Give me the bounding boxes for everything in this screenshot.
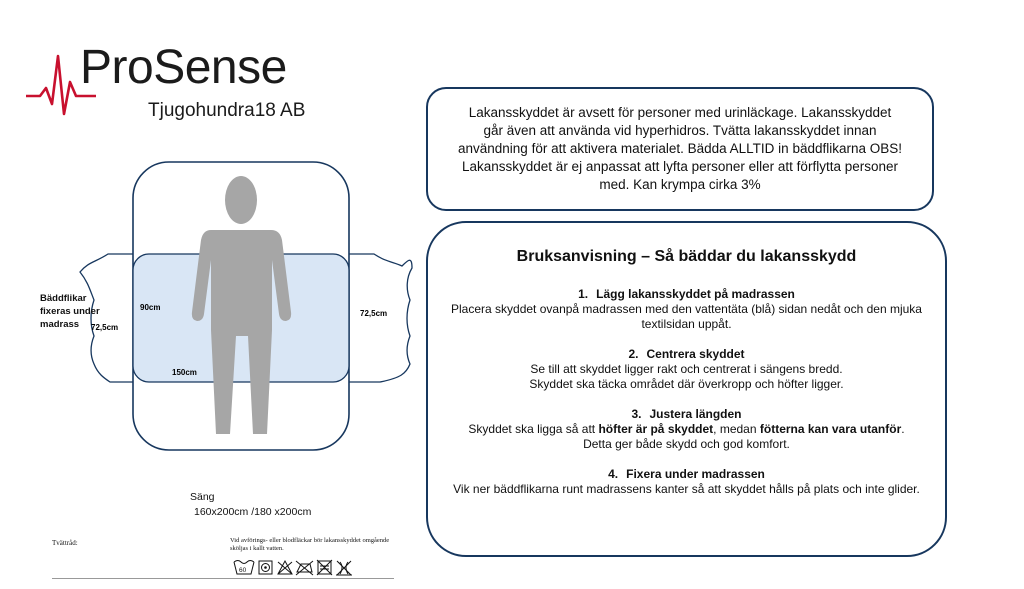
step-text: Skyddet ska täcka området där överkropp och höfter ligger. [529, 377, 844, 391]
brand-name: ProSense [80, 41, 287, 94]
care-symbols [232, 557, 362, 577]
step-heading: 2. Centrera skyddet [628, 347, 745, 361]
wash-label [52, 537, 394, 579]
right-flap [349, 254, 412, 382]
no-iron-icon [296, 561, 313, 575]
no-bleach-icon [278, 561, 292, 574]
step-heading: 4. Fixera under madrassen [608, 467, 765, 481]
info-text: Lakansskyddet är avsett för personer med urinläckage. Lakansskyddet går även att använda vid hyperhidros. Tvätta lakansskyddet innan användning för att aktivera materialet. Bädda ALLTID in bäddflikarna OBS! Lakansskyddet är ej anpassat att lyfta personer eller att förflytta personer med. Kan krympa cirka 3% [458, 105, 903, 192]
instructions-box [426, 221, 947, 557]
divider [52, 578, 394, 579]
info-box [426, 87, 934, 211]
step-text: Se till att skyddet ligger rakt och centrerat i sängens bredd. [530, 362, 843, 376]
instruction-step-1 [440, 287, 933, 332]
wash-note: Vid avförings- eller blodfläckar bör lakansskyddet omgående sköljas i kallt vatten. [230, 537, 390, 552]
step-text: Vik ner bäddflikarna runt madrassens kanter så att skyddet hålls på plats och inte glider. [453, 482, 920, 496]
instruction-step-3 [440, 407, 933, 452]
wash-60-icon [234, 561, 254, 575]
bed-label [190, 490, 311, 520]
instruction-step-4 [440, 467, 933, 497]
step-heading: 3. Justera längden [631, 407, 742, 421]
right-flap-dimension: 72,5cm [360, 309, 388, 318]
bed-diagram [60, 150, 430, 495]
no-wring-icon [336, 561, 352, 575]
width-dimension: 150cm [172, 368, 197, 377]
step-text: Detta ger både skydd och god komfort. [583, 437, 790, 451]
tumble-dry-icon [259, 561, 272, 574]
wash-title: Tvättråd: [52, 539, 78, 547]
instruction-step-2 [440, 347, 933, 392]
step-heading: 1. Lägg lakansskyddet på madrassen [578, 287, 795, 301]
step-text: Skyddet ska ligga så att höfter är på skyddet, medan fötterna kan vara utanför. [468, 422, 905, 436]
bed-sizes: 160x200cm /180 x200cm [194, 506, 312, 518]
flap-label: Bäddflikar fixeras under madrass [40, 293, 100, 330]
instructions-title: Bruksanvisning – Så bäddar du lakansskydd [516, 248, 857, 265]
height-dimension: 90cm [140, 303, 161, 312]
no-dry-clean-icon [317, 560, 332, 575]
company-name: Tjugohundra18 AB [148, 100, 306, 121]
step-text: Placera skyddet ovanpå madrassen med den vattentäta (blå) sidan nedåt och den mjuka [451, 302, 922, 316]
step-text: textilsidan uppåt. [641, 317, 732, 331]
left-flap-dimension: 72,5cm [91, 323, 119, 332]
svg-text:60: 60 [239, 567, 247, 574]
bed-title: Säng [190, 491, 215, 503]
